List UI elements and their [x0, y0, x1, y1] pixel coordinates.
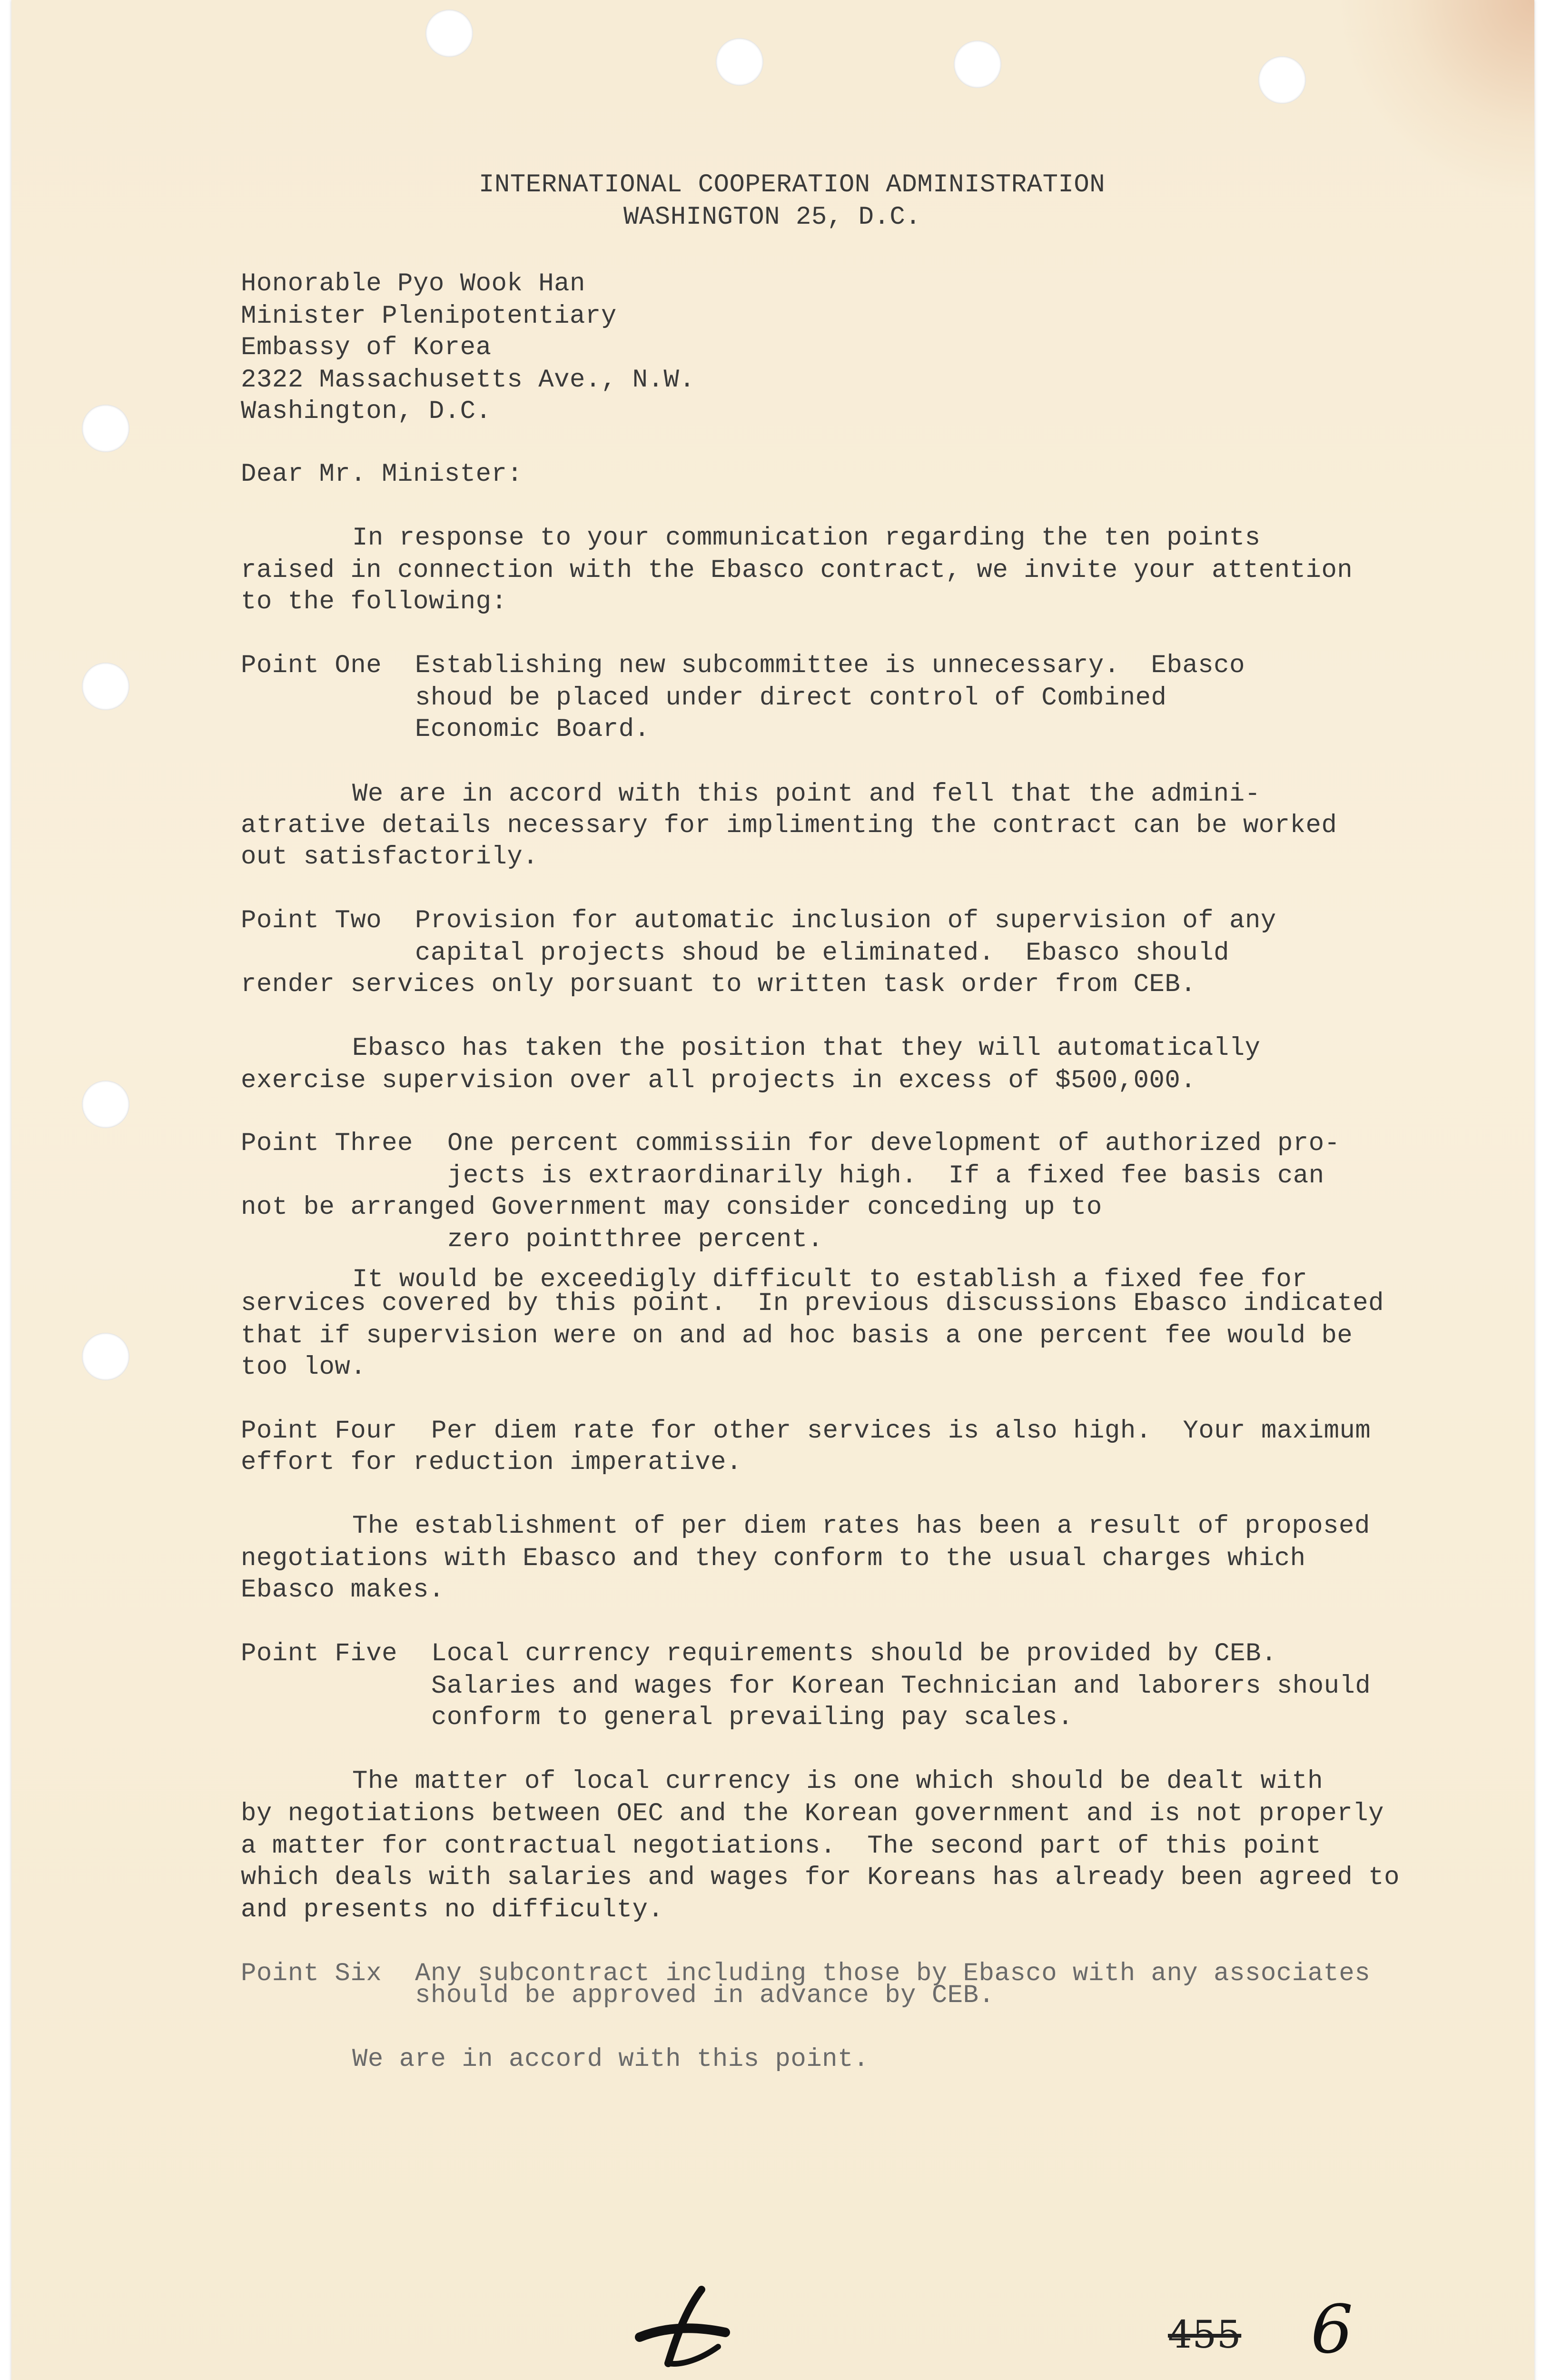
page-number: 6	[1311, 2291, 1353, 2369]
salutation: Dear Mr. Minister:	[241, 460, 523, 489]
struck-page-number: 455	[1168, 2312, 1242, 2357]
address-line: Minister Plenipotentiary	[241, 302, 617, 331]
intro-line: raised in connection with the Ebasco contract, we invite your attention	[241, 556, 1353, 585]
punch-hole	[716, 38, 763, 86]
point-reply: negotiations with Ebasco and they conform to the usual charges which	[241, 1544, 1306, 1573]
point-reply: We are in accord with this point and fell that the admini-	[352, 780, 1261, 809]
point-reply: and presents no difficulty.	[241, 1895, 664, 1924]
point-label: Point Four	[241, 1417, 398, 1446]
point-text: capital projects shoud be eliminated. Ebasco should	[415, 939, 1230, 968]
point-text: Local currency requirements should be provided by CEB.	[431, 1639, 1277, 1668]
address-line: Embassy of Korea	[241, 333, 492, 362]
address-line: Washington, D.C.	[241, 397, 492, 426]
punch-hole	[82, 663, 129, 710]
handwritten-mark	[630, 2280, 735, 2377]
address-line: 2322 Massachusetts Ave., N.W.	[241, 366, 695, 395]
corner-stain	[1334, 0, 1534, 200]
point-text: Establishing new subcommittee is unnecessary. Ebasco	[415, 651, 1245, 680]
point-text: conform to general prevailing pay scales.	[431, 1703, 1074, 1732]
point-text: render services only porsuant to written task order from CEB.	[241, 970, 1196, 999]
point-text: Per diem rate for other services is also high. Your maximum	[431, 1417, 1371, 1446]
point-text: zero pointthree percent.	[447, 1225, 823, 1254]
intro-line: to the following:	[241, 587, 507, 616]
punch-hole	[425, 10, 473, 57]
point-reply: a matter for contractual negotiations. The second part of this point	[241, 1832, 1322, 1861]
point-reply: that if supervision were on and ad hoc basis a one percent fee would be	[241, 1321, 1353, 1350]
letterhead-line-2: WASHINGTON 25, D.C.	[623, 203, 921, 232]
point-text: effort for reduction imperative.	[241, 1448, 742, 1477]
intro-line: In response to your communication regarding the ten points	[352, 524, 1261, 553]
point-label: Point Three	[241, 1129, 413, 1158]
point-text: Economic Board.	[415, 715, 650, 744]
letterhead-line-1: INTERNATIONAL COOPERATION ADMINISTRATION	[479, 170, 1106, 199]
point-reply: exercise supervision over all projects in excess of $500,000.	[241, 1066, 1196, 1095]
point-reply: It would be exceedigly difficult to establish a fixed fee for	[352, 1265, 1308, 1294]
point-reply: Ebasco makes.	[241, 1576, 445, 1605]
punch-hole	[82, 1333, 129, 1380]
punch-hole	[954, 40, 1001, 88]
point-reply: The establishment of per diem rates has been a result of proposed	[352, 1512, 1370, 1541]
point-text: not be arranged Government may consider conceding up to	[241, 1193, 1102, 1222]
punch-hole	[82, 405, 129, 452]
point-label: Point Five	[241, 1639, 398, 1668]
point-text: Salaries and wages for Korean Technician and laborers should	[431, 1672, 1371, 1701]
point-text: Any subcontract including those by Ebasco with any associates	[415, 1959, 1371, 1988]
point-text: jects is extraordinarily high. If a fixed fee basis can	[447, 1161, 1324, 1190]
point-text: shoud be placed under direct control of Combined	[415, 684, 1167, 713]
point-text: Provision for automatic inclusion of supervision of any	[415, 906, 1276, 935]
document-page	[11, 0, 1534, 2380]
address-line: Honorable Pyo Wook Han	[241, 269, 585, 298]
point-reply: Ebasco has taken the position that they will automatically	[352, 1034, 1261, 1063]
point-reply: services covered by this point. In previous discussions Ebasco indicated	[241, 1289, 1384, 1318]
punch-hole	[82, 1081, 129, 1128]
point-reply: We are in accord with this point.	[352, 2045, 869, 2074]
point-label: Point Two	[241, 906, 382, 935]
point-reply: too low.	[241, 1353, 366, 1382]
point-text: should be approved in advance by CEB.	[415, 1981, 995, 2010]
point-label: Point Six	[241, 1959, 382, 1988]
point-reply: by negotiations between OEC and the Korean government and is not properly	[241, 1799, 1384, 1828]
punch-hole	[1258, 56, 1306, 104]
point-reply: atrative details necessary for implimenting the contract can be worked	[241, 811, 1337, 840]
point-reply: out satisfactorily.	[241, 843, 539, 872]
point-label: Point One	[241, 651, 382, 680]
point-reply: The matter of local currency is one which should be dealt with	[352, 1767, 1324, 1796]
point-reply: which deals with salaries and wages for Koreans has already been agreed to	[241, 1863, 1400, 1892]
point-text: One percent commissiin for development of authorized pro-	[447, 1129, 1340, 1158]
